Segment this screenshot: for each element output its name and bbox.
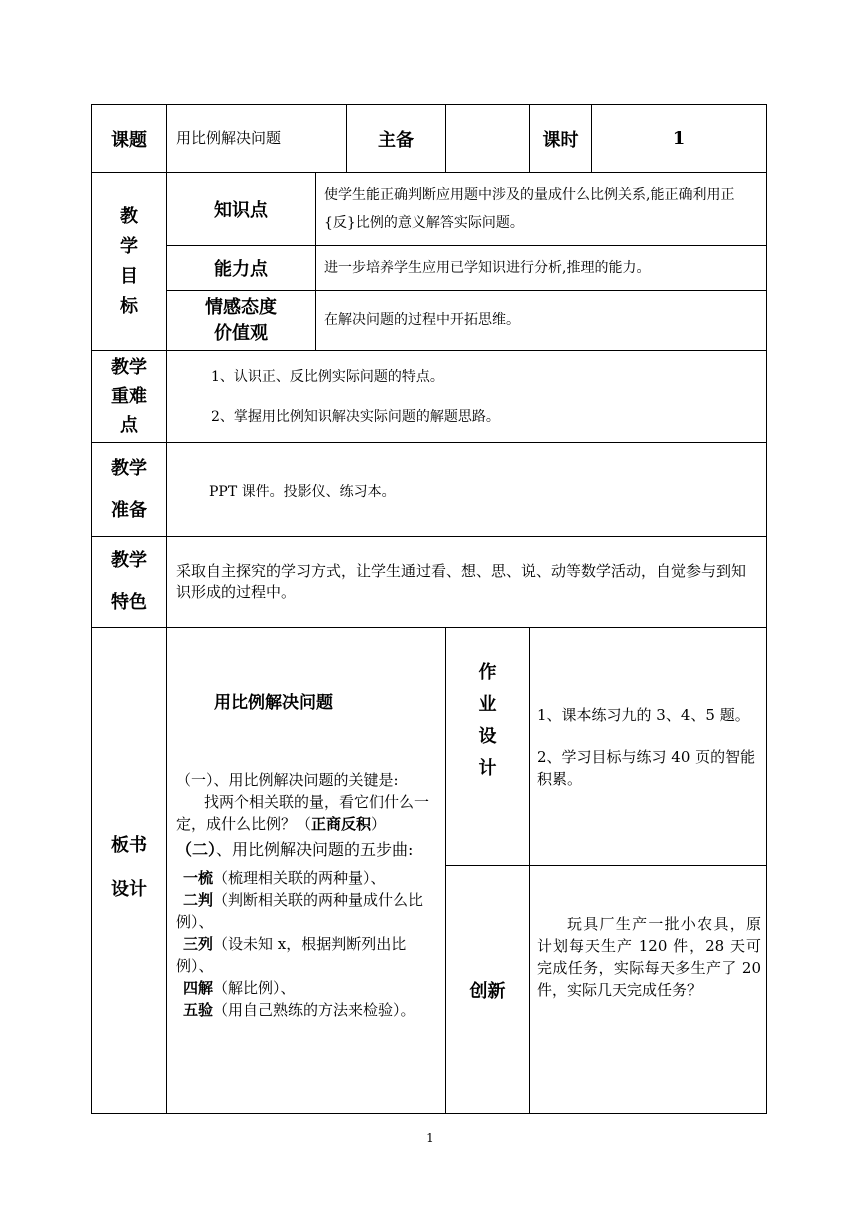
goals-label-char: 学 [120, 235, 138, 257]
topic-label: 课题 [111, 129, 147, 151]
key-points-label-line: 点 [120, 415, 138, 436]
board-content [176, 769, 440, 1021]
emotion-text: 在解决问题的过程中开拓思维。 [324, 312, 520, 328]
board-label [92, 818, 166, 918]
homework-label-char: 计 [478, 758, 497, 779]
board-key-detail-text: 找两个相关联的量，看它们什么一定，成什么比例？（ [176, 793, 430, 833]
goals-label-char: 标 [120, 295, 138, 317]
board-step-4-text: （解比例）、 [213, 979, 296, 997]
key-points-label-line: 教学 [111, 357, 147, 378]
board-key-detail [176, 791, 440, 835]
page-number: 1 [426, 1131, 434, 1145]
features-text: 采取自主探究的学习方式，让学生通过看、想、思、说、动等数学活动，自觉参与到知识形成的过程中。 [176, 562, 747, 601]
homework-label-char: 设 [478, 726, 497, 747]
board-step-5-keyword: 五验 [183, 1001, 214, 1019]
knowledge-text: 使学生能正确判断应用题中涉及的量成什么比例关系,能正确利用正{反}比例的意义解答实际问题。 [324, 187, 735, 231]
goals-label-char: 教 [120, 205, 138, 227]
board-step-1-keyword: 一梳 [183, 869, 214, 887]
goals-label-char: 目 [120, 265, 138, 287]
period-value: 1 [672, 128, 686, 149]
board-step-4-keyword: 四解 [183, 979, 214, 997]
homework-item-1: 1、课本练习九的 3、4、5 题。 [537, 706, 750, 724]
board-label-line: 板书 [111, 835, 147, 856]
key-points-label-line: 重难 [111, 386, 147, 407]
board-step-5 [176, 999, 440, 1021]
topic-value: 用比例解决问题 [176, 129, 282, 147]
key-point-item-2: 2、掌握用比例知识解决实际问题的解题思路。 [211, 409, 500, 425]
innovation-text: 玩具厂生产一批小农具，原计划每天生产 120 件，28 天可完成任务，实际每天多生产了 20 件，实际几天完成任务？ [537, 915, 761, 999]
board-step-5-text: （用自己熟练的方法来检验）。 [213, 1001, 416, 1019]
key-point-item-1: 1、认识正、反比例实际问题的特点。 [211, 369, 444, 385]
board-steps-heading [176, 839, 440, 861]
board-key-detail-end: ） [371, 815, 387, 833]
lead-value [446, 105, 529, 172]
board-steps-heading-num: （二） [176, 840, 217, 859]
board-step-1 [176, 867, 440, 889]
prep-label [92, 443, 166, 536]
board-step-2-text: （判断相关联的两种量成什么比例）、 [176, 891, 424, 931]
prep-text: PPT 课件。投影仪、练习本。 [209, 484, 396, 500]
key-points-label [92, 351, 166, 442]
innovation-label: 创新 [469, 981, 506, 1002]
period-label: 课时 [542, 129, 579, 151]
board-step-2 [176, 889, 440, 933]
board-label-line: 设计 [111, 879, 147, 900]
board-step-3-keyword: 三列 [183, 935, 214, 953]
features-label-line: 教学 [111, 550, 147, 571]
board-steps-heading-text: 、用比例解决问题的五步曲: [216, 840, 414, 859]
homework-label [446, 650, 529, 792]
emotion-label [167, 291, 315, 350]
board-step-3-text: （设未知 x，根据判断列出比例）、 [176, 935, 407, 975]
ability-text: 进一步培养学生应用已学知识进行分析,推理的能力。 [324, 260, 651, 276]
emotion-label-line2: 价值观 [214, 322, 268, 344]
prep-label-line: 教学 [111, 457, 147, 479]
features-label [92, 537, 166, 627]
board-step-4 [176, 977, 440, 999]
knowledge-label: 知识点 [214, 200, 268, 221]
homework-label-char: 业 [478, 694, 497, 715]
prep-label-line: 准备 [111, 499, 147, 521]
board-step-1-text: （梳理相关联的两种量）、 [213, 869, 386, 887]
features-label-line: 特色 [111, 592, 147, 613]
emotion-label-line1: 情感态度 [205, 296, 277, 318]
board-key-line: （一）、用比例解决问题的关键是: [176, 771, 399, 789]
board-step-2-keyword: 二判 [183, 891, 214, 909]
ability-label: 能力点 [214, 259, 268, 280]
homework-item-2: 2、学习目标与练习 40 页的智能积累。 [537, 748, 756, 788]
board-key-emphasis: 正商反积 [311, 815, 372, 833]
homework-label-char: 作 [478, 662, 497, 683]
board-title: 用比例解决问题 [214, 693, 333, 713]
board-step-3 [176, 933, 440, 977]
lead-label: 主备 [378, 129, 414, 151]
goals-label [92, 173, 166, 350]
